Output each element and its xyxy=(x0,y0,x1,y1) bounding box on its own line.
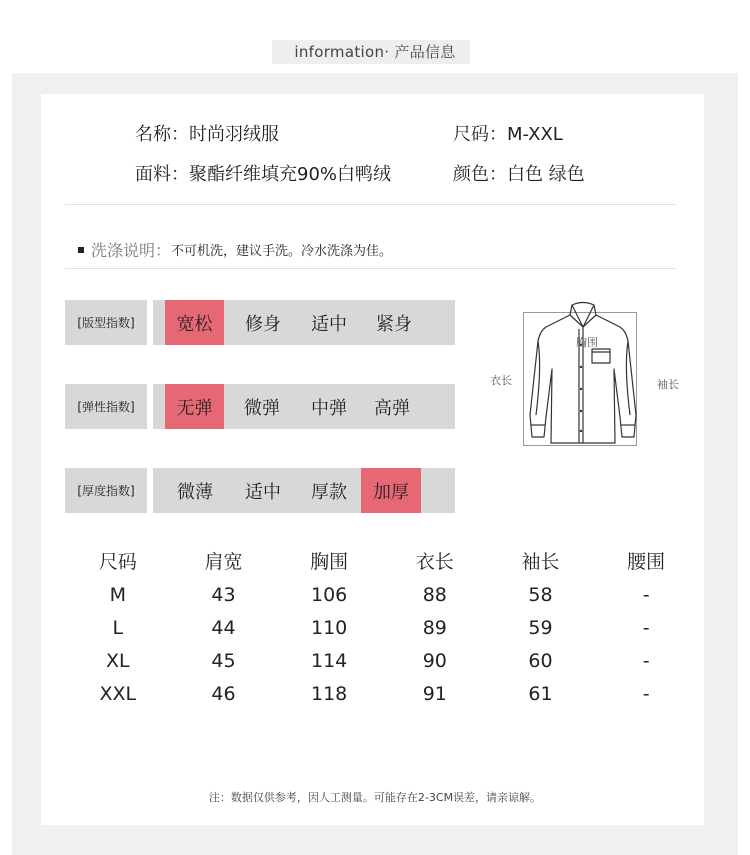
table-cell: 46 xyxy=(211,682,236,705)
table-cell: - xyxy=(642,649,650,672)
product-fabric: 面料：聚酯纤维填充90%白鸭绒 xyxy=(135,164,392,185)
table-cell: 60 xyxy=(528,649,553,672)
table-cell: 90 xyxy=(422,649,447,672)
table-cell: 114 xyxy=(311,649,348,672)
thickness-option: 微薄 xyxy=(177,481,213,503)
footnote: 注：数据仅供参考，因人工测量。可能存在2-3CM误差，请亲谅解。 xyxy=(208,791,542,804)
elasticity-option: 中弹 xyxy=(311,397,347,419)
fit-option: 适中 xyxy=(311,313,347,335)
table-cell: 89 xyxy=(422,616,447,639)
fit-option: 紧身 xyxy=(376,313,412,335)
table-cell: 43 xyxy=(211,583,236,606)
table-cell: - xyxy=(642,616,650,639)
header-cell: 腰围 xyxy=(627,550,666,573)
table-row xyxy=(65,644,699,677)
shirt-diagram-icon xyxy=(518,297,648,452)
table-cell: 106 xyxy=(311,583,348,606)
table-cell: 59 xyxy=(528,616,553,639)
table-cell: 45 xyxy=(211,649,236,672)
header-cell: 胸围 xyxy=(310,550,349,573)
table-row xyxy=(65,578,699,611)
wash-instructions xyxy=(78,238,392,261)
product-size: 尺码：M-XXL xyxy=(453,124,563,145)
fit-index-bar xyxy=(153,300,455,345)
elasticity-index-label: [弹性指数] xyxy=(65,384,147,429)
section-title: information· 产品信息 xyxy=(294,43,456,61)
fit-index-label: [版型指数] xyxy=(65,300,147,345)
fit-option: 宽松 xyxy=(165,300,224,345)
table-cell: 61 xyxy=(528,682,553,705)
table-cell: 110 xyxy=(311,616,348,639)
table-cell: L xyxy=(112,616,124,639)
thickness-index-bar xyxy=(153,468,455,513)
elasticity-index-bar xyxy=(153,384,455,429)
table-cell: 91 xyxy=(422,682,447,705)
product-name: 名称：时尚羽绒服 xyxy=(135,124,279,145)
wash-text: 不可机洗，建议手洗。冷水洗涤为佳。 xyxy=(171,244,393,259)
elasticity-option: 无弹 xyxy=(165,384,224,429)
wash-label: 洗涤说明： xyxy=(91,241,172,260)
table-header-row xyxy=(65,542,699,578)
table-cell: 118 xyxy=(311,682,348,705)
table-row xyxy=(65,611,699,644)
fit-option: 修身 xyxy=(245,313,281,335)
thickness-option: 适中 xyxy=(245,481,281,503)
elasticity-option: 微弹 xyxy=(244,397,280,419)
table-row xyxy=(65,677,699,710)
elasticity-option: 高弹 xyxy=(374,397,410,419)
sleeve-label: 袖长 xyxy=(657,378,679,391)
header-cell: 肩宽 xyxy=(204,550,243,573)
table-cell: - xyxy=(642,583,650,606)
table-cell: M xyxy=(109,583,127,606)
thickness-option: 厚款 xyxy=(311,481,347,503)
table-cell: XL xyxy=(106,649,130,672)
divider xyxy=(65,204,677,205)
header-cell: 衣长 xyxy=(415,550,454,573)
header-cell: 袖长 xyxy=(521,550,560,573)
thickness-index-label: [厚度指数] xyxy=(65,468,147,513)
divider xyxy=(65,268,677,269)
table-cell: 44 xyxy=(211,616,236,639)
product-color: 颜色：白色 绿色 xyxy=(453,164,585,185)
table-cell: XXL xyxy=(99,682,137,705)
table-cell: 58 xyxy=(528,583,553,606)
length-label: 衣长 xyxy=(490,374,512,387)
table-cell: - xyxy=(642,682,650,705)
bullet-icon xyxy=(78,247,84,253)
header-cell: 尺码 xyxy=(98,550,137,573)
table-cell: 88 xyxy=(422,583,447,606)
thickness-option: 加厚 xyxy=(361,468,421,513)
chest-label: 胸围 xyxy=(576,336,598,349)
size-table xyxy=(65,542,699,710)
